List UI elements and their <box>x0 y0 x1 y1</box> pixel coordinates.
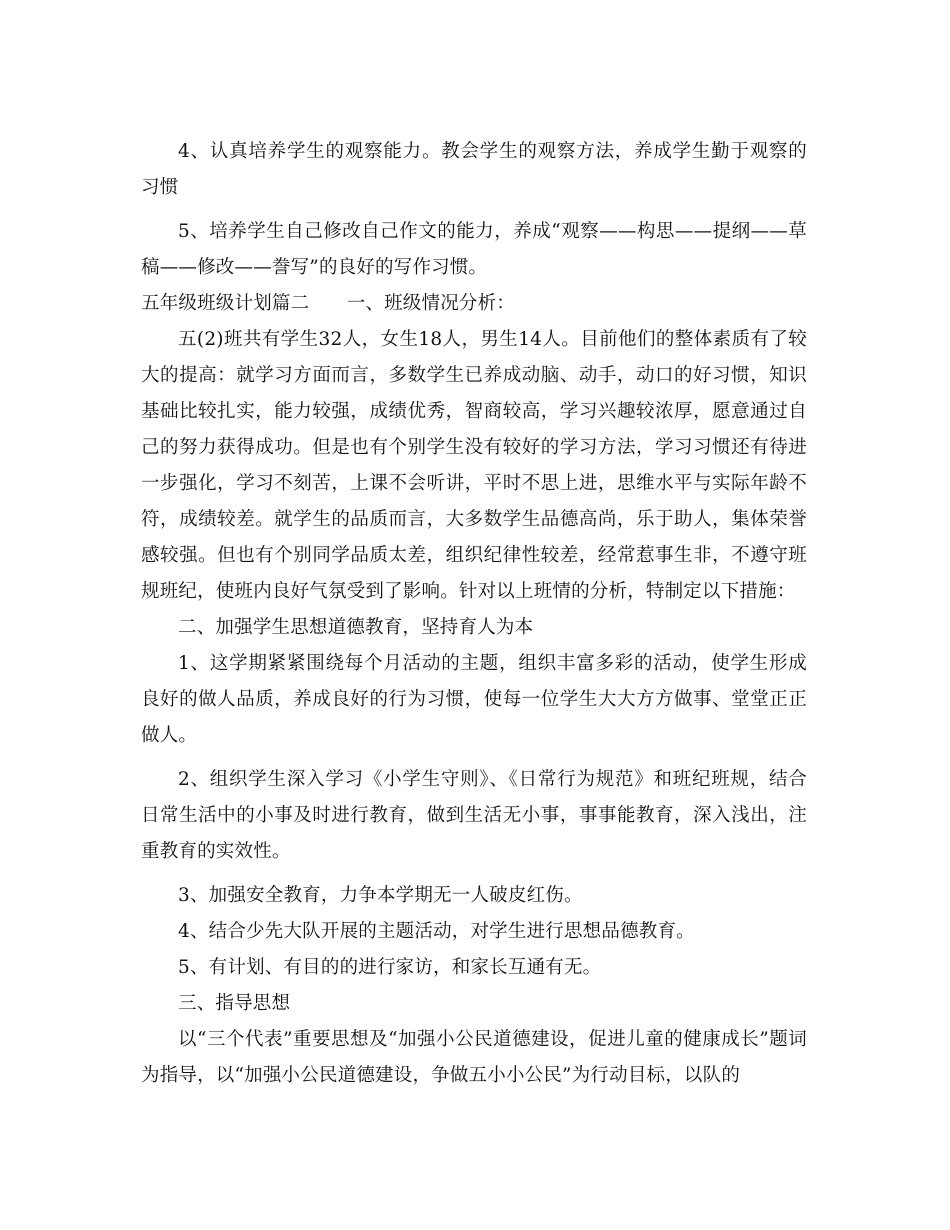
paragraph-measure-3: 3、加强安全教育，力争本学期无一人破皮红伤。 <box>178 885 583 906</box>
section-heading-class-analysis: 五年级班级计划篇二 一、班级情况分析： <box>141 293 516 314</box>
document-body <box>141 126 807 1094</box>
paragraph-measure-2: 2、组织学生深入学习《小学生守则》、《日常行为规范》和班纪班规，结合日常生活中的小事及时进行教育，做到生活无小事，事事能教育，深入浅出，注重教育的实效性。 <box>141 769 807 862</box>
paragraph-habit-observation: 4、认真培养学生的观察能力。教会学生的观察方法，养成学生勤于观察的习惯 <box>141 141 807 198</box>
paragraph-habit-revision: 5、培养学生自己修改自己作文的能力，养成“观察——构思——提纲——草稿——修改——誊写”的良好的写作习惯。 <box>141 221 807 278</box>
paragraph-measure-4: 4、结合少先大队开展的主题活动，对学生进行思想品德教育。 <box>178 921 695 942</box>
paragraph-measure-5: 5、有计划、有目的的进行家访，和家长互通有无。 <box>178 957 602 978</box>
section-heading-guiding-thought: 三、指导思想 <box>178 993 291 1014</box>
paragraph-measure-1: 1、这学期紧紧围绕每个月活动的主题，组织丰富多彩的活动，使学生形成良好的做人品质，养成良好的行为习惯，使每一位学生大大方方做事、堂堂正正做人。 <box>141 653 807 746</box>
section-heading-moral-education: 二、加强学生思想道德教育，坚持育人为本 <box>178 617 534 638</box>
paragraph-guiding-thought: 以“三个代表”重要思想及“加强小公民道德建设，促进儿童的健康成长”题词为指导，以“加强小公民道德建设，争做五小小公民”为行动目标，以队的 <box>141 1029 807 1086</box>
paragraph-class-situation: 五(2)班共有学生32人，女生18人，男生14人。目前他们的整体素质有了较大的提高：就学习方面而言，多数学生已养成动脑、动手，动口的好习惯，知识基础比较扎实，能力较强，成绩优秀，智商较高，学习兴趣较浓厚，愿意通过自己的努力获得成功。但是也有个别学生没有较好的学习方法，学习习惯还有待进一步强化，学习不刻苦，上课不会听讲，平时不思上进，思维水平与实际年龄不符，成绩较差。就学生的品质而言，大多数学生品德高尚，乐于助人，集体荣誉感较强。但也有个别同学品质太差，组织纪律性较差，经常惹事生非，不遵守班规班纪，使班内良好气氛受到了影响。针对以上班情的分析，特制定以下措施： <box>141 329 807 602</box>
